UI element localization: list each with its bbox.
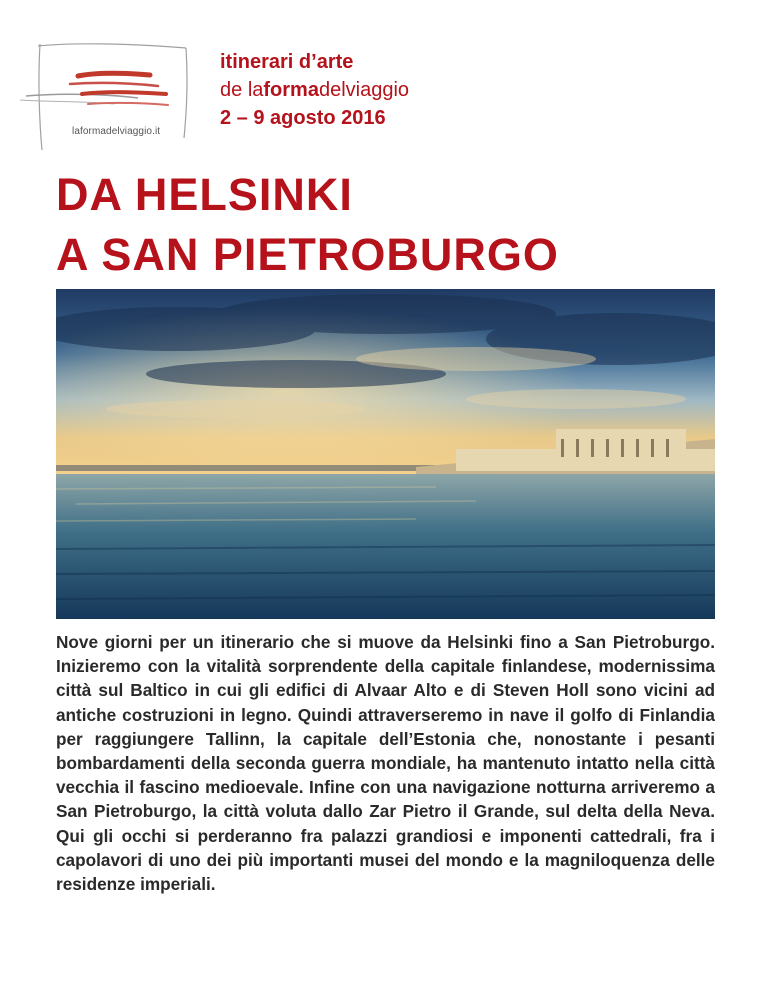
logo xyxy=(18,38,203,158)
header-brand-suffix: delviaggio xyxy=(318,79,410,101)
river-palace-sunset-image xyxy=(56,289,715,619)
header-dates: 2 – 9 agosto 2016 xyxy=(220,107,386,129)
title-line-1: DA HELSINKI xyxy=(56,169,353,220)
header-brand-prefix: de xyxy=(220,79,248,101)
logo-mark xyxy=(18,38,203,158)
description-paragraph: Nove giorni per un itinerario che si muove da Helsinki fino a San Pietroburgo. Inizieremo con la vitalità sorprendente della capitale finlandese, modernissima città sul Baltico in cui gli edifici di Alvaar Alto e di Steven Holl sono vicini ad antiche costruzioni in legno. Quindi attraverseremo in nave il golfo di Finlandia per raggiungere Tallinn, la capitale dell’Estonia che, nonostante i pesanti bombardamenti della seconda guerra mondiale, ha mantenuto intatto nella città vecchia il fascino medioevale. Infine con una navigazione notturna arriveremo a San Pietroburgo, la città voluta dallo Zar Pietro il Grande, sul delta della Neva. Qui gli occhi si perderanno fra palazzi grandiosi e imponenti cattedrali, fra i capolavori di uno dei più importanti musei del mondo e la magniloquenza delle residenze imperiali. xyxy=(56,632,715,895)
logo-caption: laformadelviaggio.it xyxy=(72,126,161,137)
header-brand-bold: forma xyxy=(263,79,319,101)
page-title xyxy=(56,165,559,285)
header-brand-light: la xyxy=(247,79,264,101)
river-palace-photo xyxy=(56,289,715,619)
header-subtitle: itinerari d’arte xyxy=(220,51,354,73)
header-brand xyxy=(220,76,409,104)
event-header xyxy=(220,48,409,132)
title-line-2: A SAN PIETROBURGO xyxy=(56,229,559,280)
